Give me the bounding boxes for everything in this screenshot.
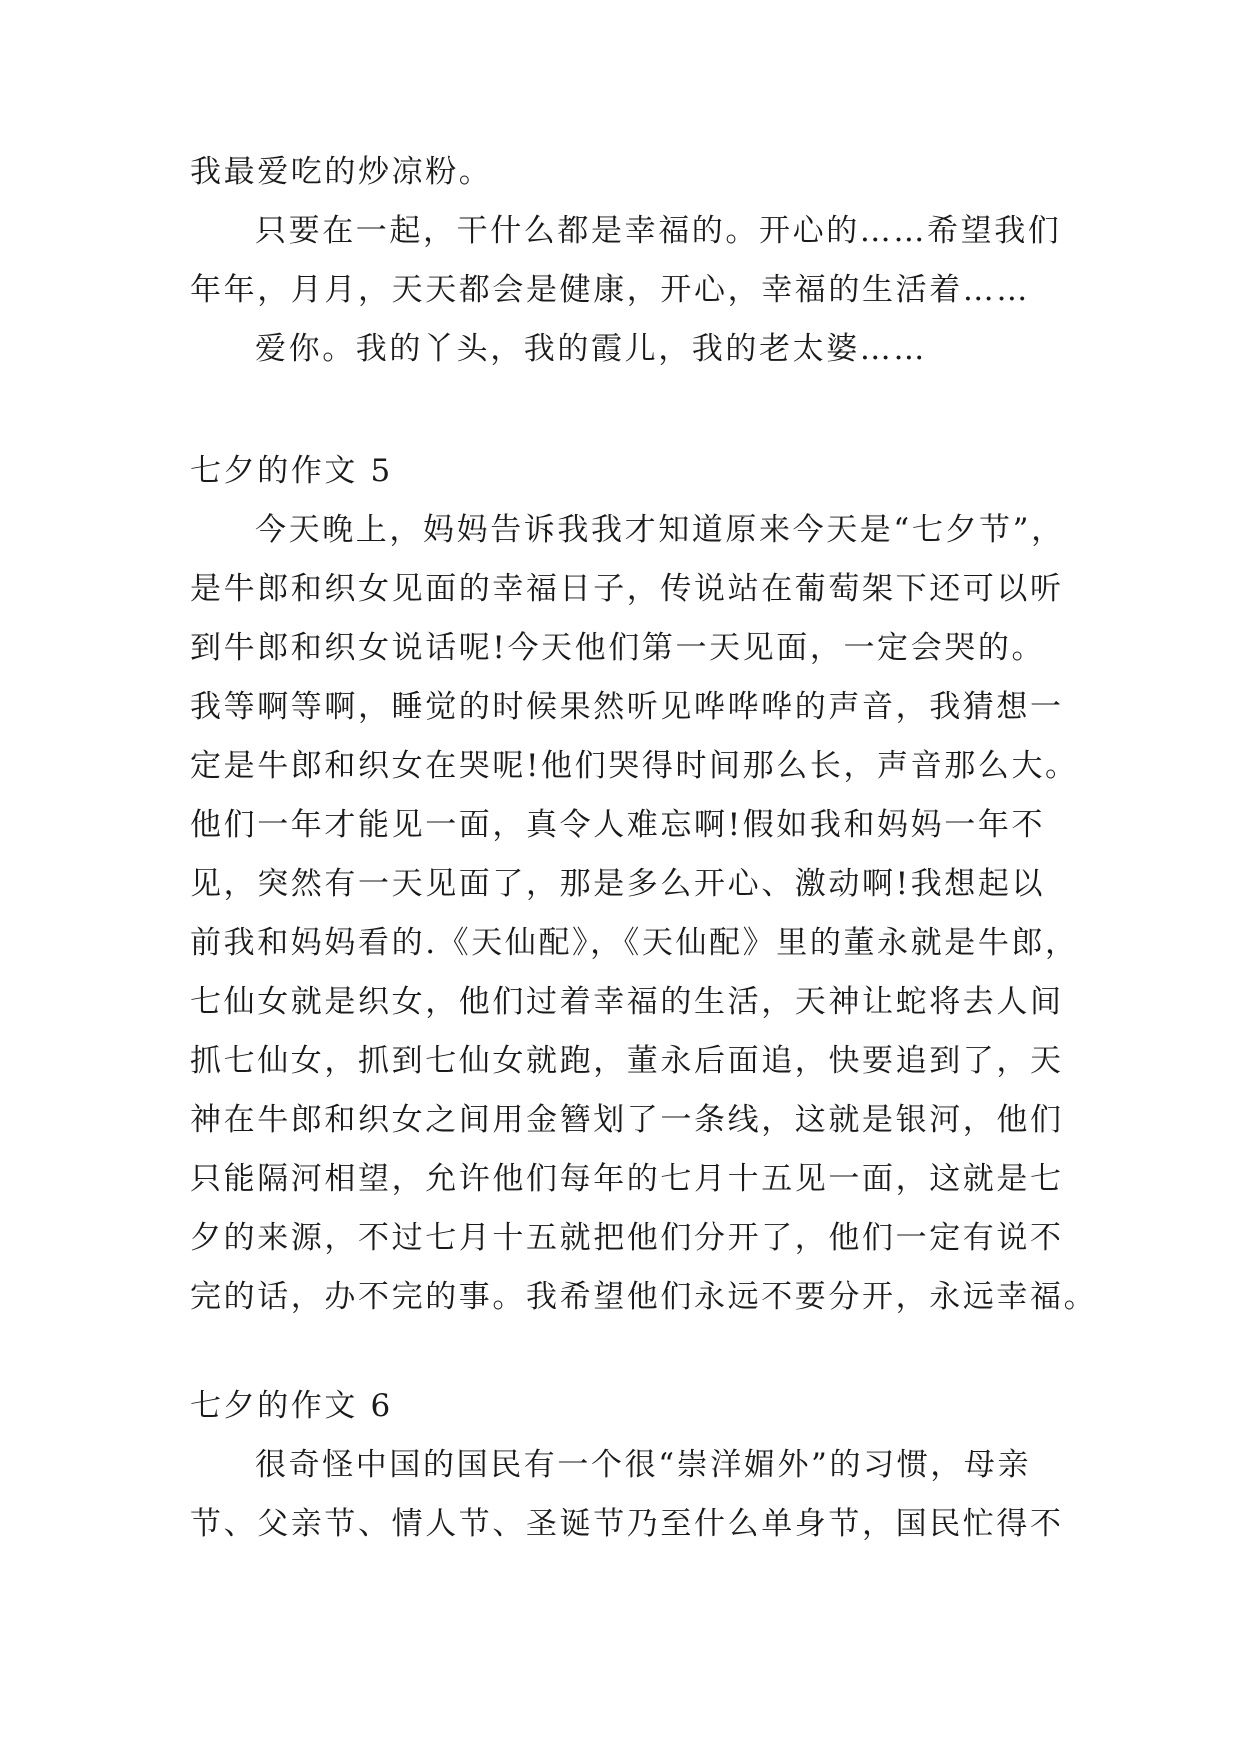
paragraph-line: 他们一年才能见一面，真令人难忘啊!假如我和妈妈一年不 bbox=[190, 807, 1046, 843]
paragraph-line: 前我和妈妈看的.《天仙配》，《天仙配》里的董永就是牛郎， bbox=[190, 925, 1079, 961]
paragraph-line: 今天晚上，妈妈告诉我我才知道原来今天是“七夕节”， bbox=[255, 512, 1065, 548]
paragraph-line: 神在牛郎和织女之间用金簪划了一条线，这就是银河，他们 bbox=[190, 1102, 1064, 1138]
paragraph-line: 爱你。我的丫头，我的霞儿，我的老太婆…… bbox=[255, 331, 927, 367]
paragraph-line: 很奇怪中国的国民有一个很“崇洋媚外”的习惯，母亲 bbox=[255, 1447, 1032, 1483]
section-heading: 七夕的作文 5 bbox=[190, 453, 393, 489]
paragraph-line: 夕的来源，不过七月十五就把他们分开了，他们一定有说不 bbox=[190, 1220, 1064, 1256]
paragraph-line: 节、父亲节、情人节、圣诞节乃至什么单身节，国民忙得不 bbox=[190, 1506, 1064, 1542]
paragraph-line: 抓七仙女，抓到七仙女就跑，董永后面追，快要追到了，天 bbox=[190, 1043, 1064, 1079]
section-heading: 七夕的作文 6 bbox=[190, 1388, 393, 1424]
paragraph-line: 我最爱吃的炒凉粉。 bbox=[190, 154, 493, 190]
paragraph-line: 是牛郎和织女见面的幸福日子，传说站在葡萄架下还可以听 bbox=[190, 571, 1064, 607]
paragraph-line: 年年，月月，天天都会是健康，开心，幸福的生活着…… bbox=[190, 272, 1030, 308]
paragraph-line: 只要在一起，干什么都是幸福的。开心的……希望我们 bbox=[255, 213, 1062, 249]
paragraph-line: 只能隔河相望，允许他们每年的七月十五见一面，这就是七 bbox=[190, 1161, 1064, 1197]
paragraph-line: 我等啊等啊，睡觉的时候果然听见哗哗哗的声音，我猜想一 bbox=[190, 689, 1064, 725]
paragraph-line: 见，突然有一天见面了，那是多么开心、激动啊!我想起以 bbox=[190, 866, 1046, 902]
paragraph-line: 完的话，办不完的事。我希望他们永远不要分开，永远幸福。 bbox=[190, 1279, 1098, 1315]
paragraph-line: 七仙女就是织女，他们过着幸福的生活，天神让蛇将去人间 bbox=[190, 984, 1064, 1020]
paragraph-line: 定是牛郎和织女在哭呢!他们哭得时间那么长，声音那么大。 bbox=[190, 748, 1079, 784]
paragraph-line: 到牛郎和织女说话呢!今天他们第一天见面，一定会哭的。 bbox=[190, 630, 1046, 666]
